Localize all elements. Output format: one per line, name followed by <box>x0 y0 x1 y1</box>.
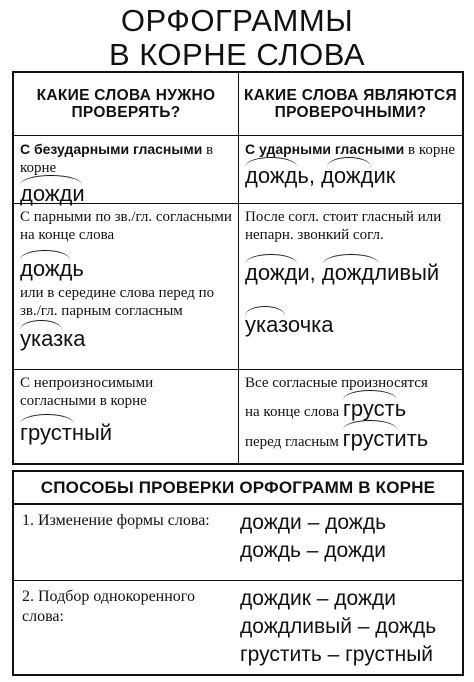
method-1-examples <box>234 505 462 580</box>
header-right: КАКИЕ СЛОВА ЯВЛЯЮТСЯ ПРОВЕРОЧНЫМИ? <box>238 73 462 135</box>
pronounced-text-2: на конце слова <box>245 404 340 420</box>
cell-unstressed <box>14 136 238 206</box>
methods-table <box>12 470 464 676</box>
example-ukazka: указка <box>20 326 86 352</box>
cell-stressed <box>238 136 462 203</box>
example-dozhd-end: дождь <box>20 256 84 282</box>
label-bold: С ударными гласными <box>245 141 405 157</box>
silent-text: С непроизносимыми согласными в корне <box>20 375 154 409</box>
row-vowels <box>14 135 462 206</box>
label-rest: в корне <box>20 142 214 176</box>
method-2-example-1: дождик – дожди <box>240 587 396 610</box>
example-grust: грусть <box>343 396 406 422</box>
pronounced-text: Все согласные произносятся <box>245 375 428 391</box>
method-1-label: 1. Изменение формы слова: <box>22 512 210 529</box>
check-text: После согл. стоит гласный или непарн. звонкий согл. <box>245 209 442 243</box>
method-1 <box>14 504 462 580</box>
cell-paired <box>14 204 238 369</box>
pronounced-text-3: перед гласным <box>245 434 339 450</box>
label-rest: в корне <box>404 142 456 158</box>
label-bold: С безударными гласными <box>20 141 203 157</box>
example-dozhdi-dozhdlivy: дожди, дождливый <box>245 260 439 286</box>
title-line-1: ОРФОГРАММЫ <box>120 3 354 38</box>
example-ukazochka: указочка <box>245 312 334 338</box>
methods-title: СПОСОБЫ ПРОВЕРКИ ОРФОГРАММ В КОРНЕ <box>14 472 462 504</box>
row-consonants <box>14 203 462 369</box>
row-silent <box>14 369 462 463</box>
cell-pronounced <box>238 370 462 463</box>
cell-silent <box>14 370 238 463</box>
method-2-example-3: грустить – грустный <box>240 643 434 666</box>
method-1-example-1: дожди – дождь <box>240 511 387 534</box>
header-row <box>14 73 462 135</box>
title-line-2: В КОРНЕ СЛОВА <box>108 37 366 72</box>
cell-check-consonant <box>238 204 462 369</box>
rules-table <box>12 71 464 465</box>
page-title <box>0 0 474 72</box>
method-1-example-2: дождь – дожди <box>240 539 387 562</box>
example-dozhdi: дожди <box>20 181 85 207</box>
method-2-example-2: дождливый – дождь <box>240 615 437 638</box>
example-grustny: грустный <box>20 420 112 446</box>
method-2 <box>14 580 462 678</box>
example-dozhd: дождь, дождик <box>245 163 395 189</box>
header-left: КАКИЕ СЛОВА НУЖНО ПРОВЕРЯТЬ? <box>36 87 216 121</box>
paired-text-2: или в середине слова перед по зв./гл. парным согласным <box>20 285 215 319</box>
method-2-label: 2. Подбор однокоренного слова: <box>22 588 195 625</box>
method-2-examples <box>234 581 462 678</box>
paired-text-1: С парными по зв./гл. согласными на конце слова <box>20 209 232 243</box>
example-grustit: грустить <box>343 426 429 452</box>
